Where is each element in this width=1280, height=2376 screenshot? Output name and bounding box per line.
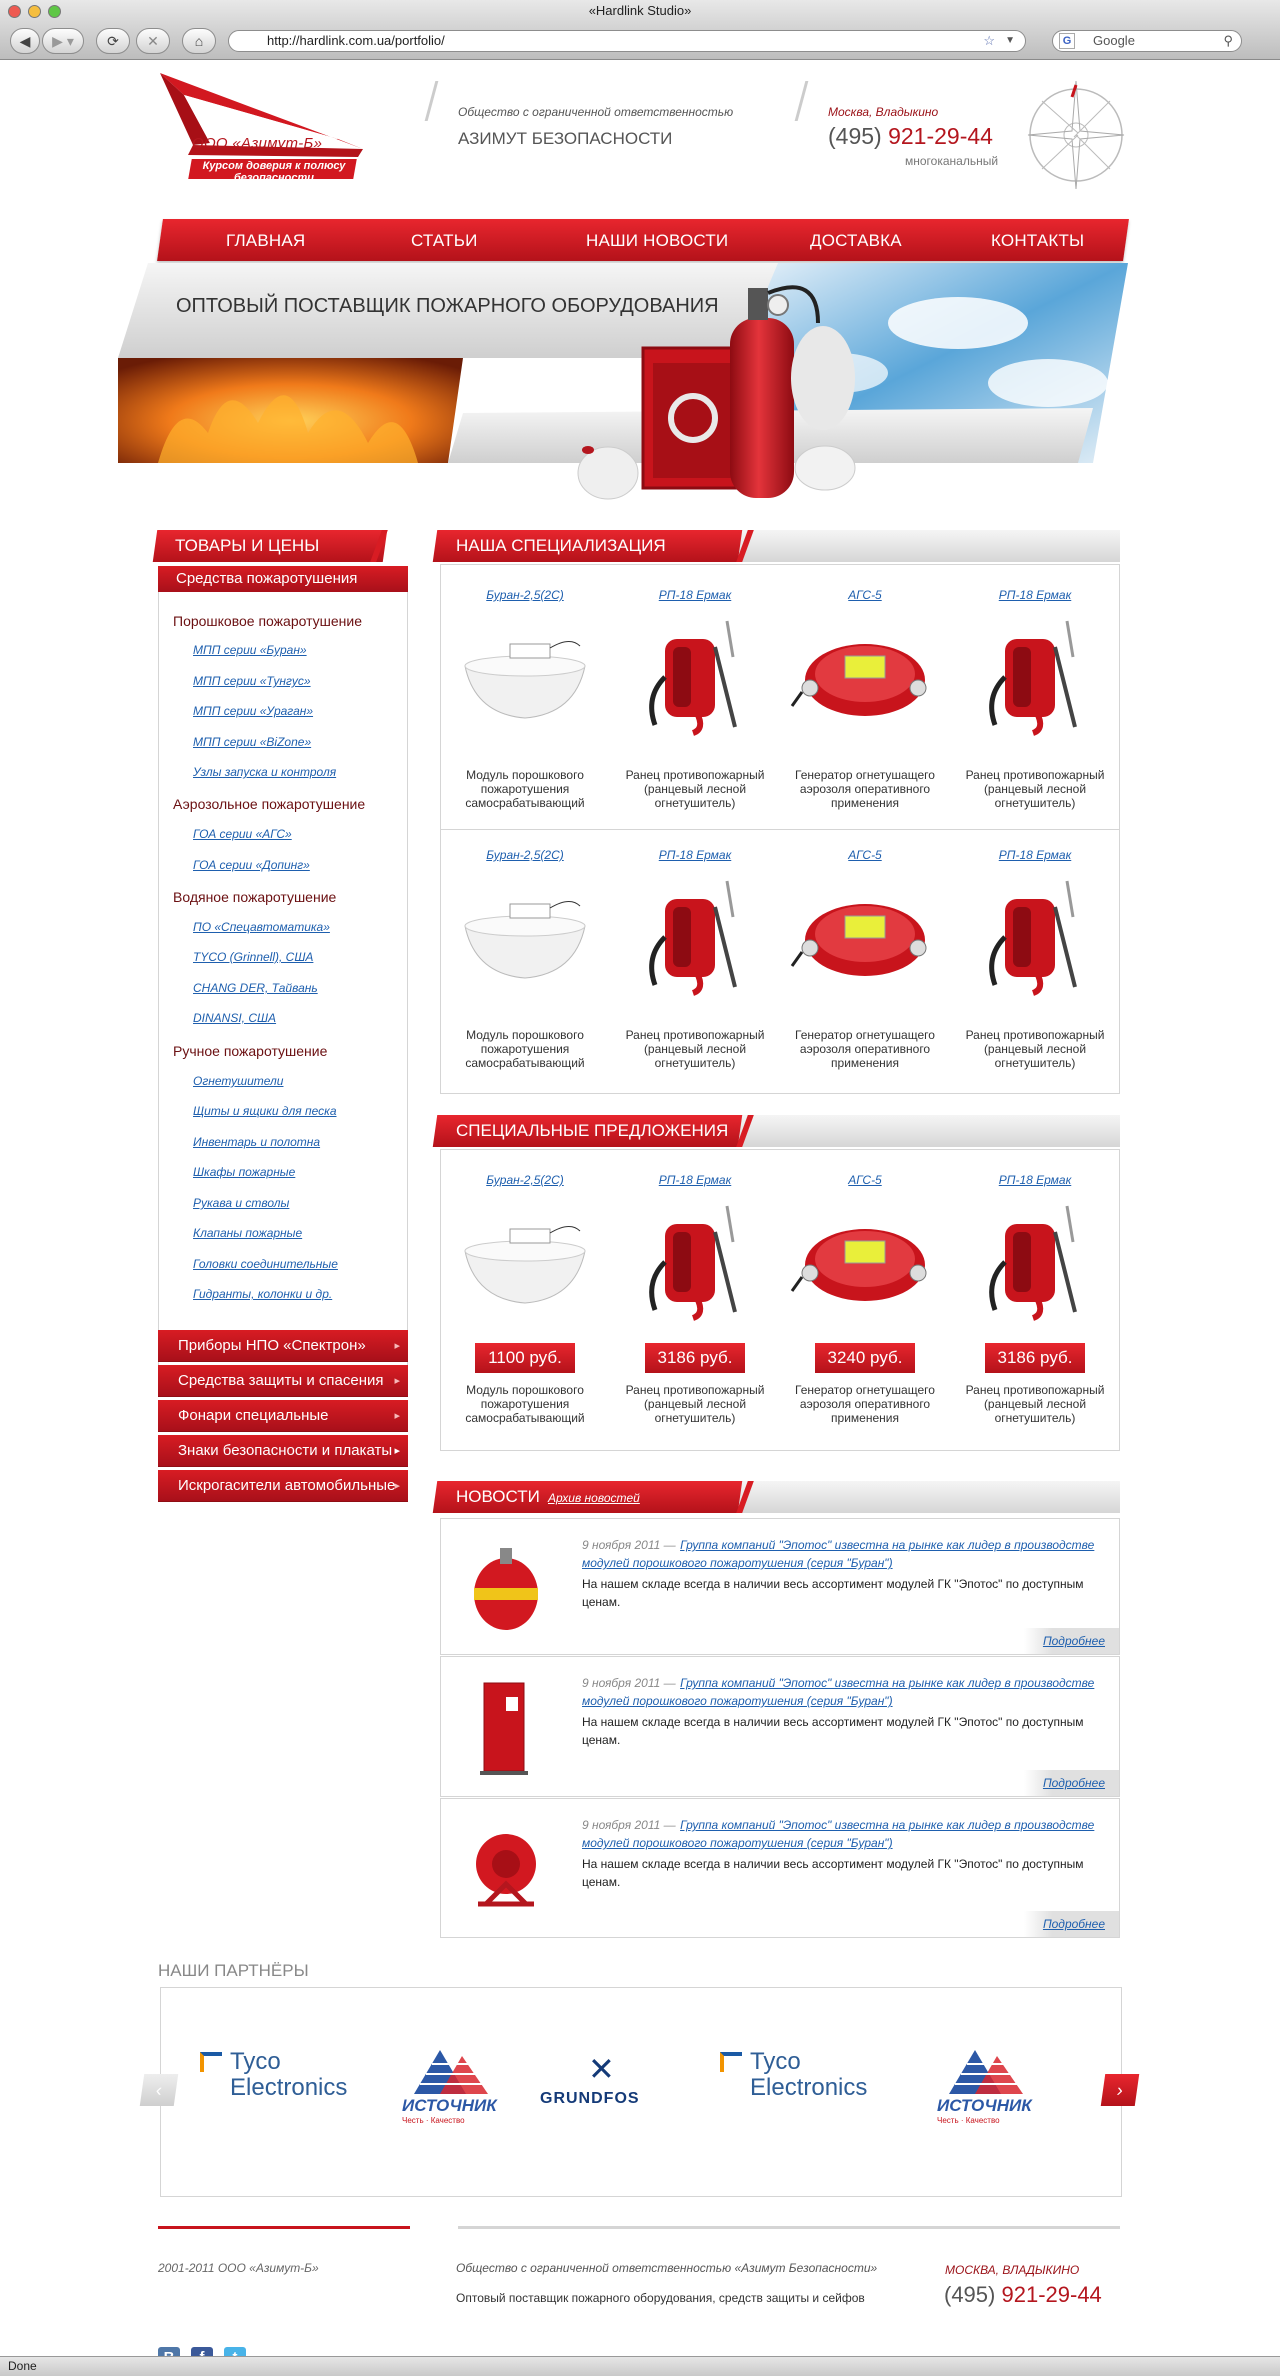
search-field[interactable] — [1052, 30, 1242, 52]
product-link[interactable]: Буран-2,5(2С) — [486, 848, 564, 862]
footer-description: Оптовый поставщик пожарного оборудования, средств защиты и сейфов — [456, 2291, 865, 2305]
nav-news[interactable]: НАШИ НОВОСТИ — [586, 231, 729, 250]
product-link[interactable]: РП-18 Ермак — [658, 1173, 732, 1187]
news-date: 9 ноября 2011 — — [582, 1538, 676, 1552]
news-item — [440, 1656, 1120, 1797]
browser-toolbar — [0, 0, 1280, 60]
compass-rose-icon — [1022, 77, 1130, 201]
news-date: 9 ноября 2011 — — [582, 1818, 676, 1832]
sidebar-group-water[interactable]: Водяное пожаротушение — [173, 889, 337, 905]
close-window-icon[interactable] — [8, 5, 21, 18]
sidebar-category-label: Приборы НПО «Спектрон» — [178, 1337, 366, 1354]
sidebar-category[interactable] — [158, 1330, 408, 1362]
phone-code: (495) — [944, 2282, 996, 2307]
sidebar-category-label: Средства защиты и спасения — [178, 1372, 384, 1389]
product-description: Ранец противопожарный (ранцевый лесной огнетушитель) — [965, 768, 1105, 810]
partner-subtitle: Electronics — [230, 2074, 348, 2101]
price-badge[interactable]: 1100 руб. — [475, 1343, 575, 1373]
banner-title: ОПТОВЫЙ ПОСТАВЩИК ПОЖАРНОГО ОБОРУДОВАНИЯ — [176, 295, 719, 317]
sidebar-link[interactable]: ПО «Спецавтоматика» — [193, 920, 330, 934]
zoom-window-icon[interactable] — [48, 5, 61, 18]
sidebar-link[interactable]: МПП серии «Тунгус» — [193, 674, 311, 688]
news-date: 9 ноября 2011 — — [582, 1676, 676, 1690]
price-badge[interactable]: 3240 руб. — [815, 1343, 915, 1373]
partner-subtitle: Честь · Качество — [402, 2116, 465, 2125]
partner-name: ИСТОЧНИК — [937, 2096, 1032, 2115]
carousel-next-button[interactable]: › — [1101, 2074, 1139, 2106]
cabinet-icon[interactable] — [461, 1677, 551, 1777]
sidebar-link[interactable]: Клапаны пожарные — [193, 1226, 303, 1240]
footer-copyright: 2001-2011 ООО «Азимут-Б» — [158, 2261, 319, 2275]
chevron-right-icon: ▸ — [394, 1480, 400, 1492]
news-more-link[interactable]: Подробнее — [1024, 1628, 1119, 1654]
sidebar-group-aerosol[interactable]: Аэрозольное пожаротушение — [173, 796, 366, 812]
partners-title: НАШИ ПАРТНЁРЫ — [158, 1961, 309, 1980]
istochnik-icon — [935, 2044, 1035, 2100]
address-bar[interactable] — [228, 30, 1026, 52]
chevron-right-icon: ▸ — [394, 1340, 400, 1352]
product-description: Ранец противопожарный (ранцевый лесной огнетушитель) — [625, 768, 765, 810]
phone-number: 921-29-44 — [1001, 2282, 1102, 2307]
sidebar-link[interactable]: МПП серии «Ураган» — [193, 704, 314, 718]
module-icon[interactable] — [440, 1197, 610, 1327]
divider — [458, 2226, 1120, 2229]
divider — [425, 81, 439, 121]
sidebar-category-label: Знаки безопасности и плакаты — [178, 1442, 393, 1459]
chevron-right-icon: ▸ — [394, 1375, 400, 1387]
product-link[interactable]: РП-18 Ермак — [998, 588, 1072, 602]
product-link[interactable]: РП-18 Ермак — [998, 1173, 1072, 1187]
product-link[interactable]: РП-18 Ермак — [998, 848, 1072, 862]
forward-button[interactable]: ▶ ▾ — [42, 28, 84, 54]
nav-contacts[interactable]: КОНТАКТЫ — [991, 231, 1085, 250]
web-page — [0, 61, 1280, 2356]
sidebar-category[interactable] — [158, 1435, 408, 1467]
minimize-window-icon[interactable] — [28, 5, 41, 18]
sidebar-link[interactable]: CHANG DER, Тайвань — [193, 981, 318, 995]
google-icon: G — [1059, 33, 1075, 49]
product-link[interactable]: АГС-5 — [848, 1173, 882, 1187]
phone-number: 921-29-44 — [888, 123, 993, 149]
news-more-link[interactable]: Подробнее — [1024, 1911, 1119, 1937]
product-description: Ранец противопожарный (ранцевый лесной огнетушитель) — [965, 1383, 1105, 1425]
stop-button[interactable]: ✕ — [136, 28, 170, 54]
sidebar-link[interactable]: МПП серии «BiZone» — [193, 735, 312, 749]
sidebar-link[interactable]: TYCO (Grinnell), США — [193, 950, 314, 964]
home-button[interactable]: ⌂ — [182, 28, 216, 54]
product-description: Ранец противопожарный (ранцевый лесной огнетушитель) — [625, 1028, 765, 1070]
news-item — [440, 1798, 1120, 1938]
sidebar-link[interactable]: Головки соединительные — [193, 1257, 338, 1271]
history-dropdown-icon[interactable]: ▼ — [1005, 35, 1015, 46]
extinguisher-ball-icon[interactable] — [461, 1539, 551, 1639]
news-body: На нашем складе всегда в наличии весь ассортимент модулей ГК "Эпотос" по доступным ценам. — [582, 1577, 1084, 1609]
sidebar-active-category[interactable]: Средства пожаротушения — [158, 566, 408, 592]
sidebar-link[interactable]: DINANSI, США — [193, 1011, 277, 1025]
nav-home[interactable]: ГЛАВНАЯ — [226, 231, 306, 250]
module-icon[interactable] — [440, 612, 610, 742]
bookmark-star-icon[interactable]: ☆ — [983, 33, 995, 48]
sidebar-link[interactable]: Шкафы пожарные — [193, 1165, 296, 1179]
sidebar-category-label: Фонари специальные — [178, 1407, 329, 1424]
news-body: На нашем складе всегда в наличии весь ассортимент модулей ГК "Эпотос" по доступным ценам. — [582, 1715, 1084, 1747]
url-text: http://hardlink.com.ua/portfolio/ — [267, 33, 445, 48]
nav-articles[interactable]: СТАТЬИ — [411, 231, 478, 250]
partner-name: Tyco — [230, 2048, 281, 2075]
news-item — [440, 1518, 1120, 1655]
footer-city: МОСКВА, ВЛАДЫКИНО — [945, 2263, 1080, 2277]
hero-banner — [118, 263, 1128, 513]
divider — [441, 829, 1119, 830]
news-body: На нашем складе всегда в наличии весь ассортимент модулей ГК "Эпотос" по доступным ценам. — [582, 1857, 1084, 1889]
header-city: Москва, Владыкино — [828, 105, 939, 119]
product-description: Генератор огнетушащего аэрозоля оперативного применения — [795, 768, 935, 810]
news-archive-link[interactable]: Архив новостей — [548, 1491, 640, 1505]
sidebar-link[interactable]: МПП серии «Буран» — [193, 643, 307, 657]
backpack-icon[interactable] — [610, 1197, 780, 1327]
hanging-module-icon[interactable] — [461, 1819, 551, 1919]
generator-icon[interactable] — [780, 1197, 950, 1327]
product-link[interactable]: АГС-5 — [848, 848, 882, 862]
partner-subtitle: Честь · Качество — [937, 2116, 1000, 2125]
sidebar-category[interactable] — [158, 1365, 408, 1397]
news-headline[interactable]: Группа компаний "Эпотос" известна на рынке как лидер в производстве модулей порошкового пожаротушения (серия "Буран") — [582, 1818, 1095, 1850]
phone-code: (495) — [828, 123, 882, 149]
sidebar-group-powder[interactable]: Порошковое пожаротушение — [173, 613, 363, 629]
generator-icon[interactable] — [780, 872, 950, 1002]
product-link[interactable]: Буран-2,5(2С) — [486, 588, 564, 602]
carousel-prev-button[interactable]: ‹ — [140, 2074, 178, 2106]
logo-slogan: Курсом доверия к полюсу безопасности — [202, 160, 346, 184]
sidebar-title: ТОВАРЫ И ЦЕНЫ — [175, 536, 320, 555]
product-link[interactable]: АГС-5 — [848, 588, 882, 602]
divider — [158, 2226, 410, 2229]
specialization-title: НАША СПЕЦИАЛИЗАЦИЯ — [456, 536, 666, 555]
logo-company-name: ООО «Азимут-Б» — [192, 135, 323, 152]
sidebar-link[interactable]: Инвентарь и полотна — [193, 1135, 321, 1149]
back-button[interactable]: ◀ — [10, 28, 40, 54]
sidebar-group-manual[interactable]: Ручное пожаротушение — [173, 1043, 328, 1059]
sidebar-category-label: Искрогасители автомобильные — [178, 1477, 396, 1494]
offers-title: СПЕЦИАЛЬНЫЕ ПРЕДЛОЖЕНИЯ — [456, 1121, 729, 1140]
grundfos-icon: ✕ — [588, 2051, 615, 2087]
nav-delivery[interactable]: ДОСТАВКА — [810, 231, 902, 250]
sidebar-category[interactable] — [158, 1470, 408, 1502]
org-type: Общество с ограниченной ответственностью — [458, 105, 734, 119]
partner-name: ИСТОЧНИК — [402, 2096, 497, 2115]
chevron-right-icon: ▸ — [394, 1410, 400, 1422]
header-phone[interactable] — [828, 123, 993, 150]
news-headline[interactable]: Группа компаний "Эпотос" известна на рынке как лидер в производстве модулей порошкового пожаротушения (серия "Буран") — [582, 1538, 1095, 1570]
news-headline[interactable]: Группа компаний "Эпотос" известна на рынке как лидер в производстве модулей порошкового пожаротушения (серия "Буран") — [582, 1676, 1095, 1708]
partner-name: Tyco — [750, 2048, 801, 2075]
product-description: Модуль порошкового пожаротушения самосрабатывающий — [465, 1383, 585, 1425]
sidebar-link[interactable]: Рукава и стволы — [193, 1196, 290, 1210]
chevron-right-icon: ▸ — [394, 1445, 400, 1457]
status-bar: Done — [0, 2356, 1280, 2376]
news-more-link[interactable]: Подробнее — [1024, 1770, 1119, 1796]
price-badge[interactable]: 3186 руб. — [645, 1343, 745, 1373]
sidebar-link[interactable]: ГОА серии «АГС» — [193, 827, 292, 841]
backpack-icon[interactable] — [950, 612, 1120, 742]
product-description: Генератор огнетушащего аэрозоля оперативного применения — [795, 1028, 935, 1070]
site-logo[interactable] — [158, 71, 368, 196]
search-icon[interactable]: ⚲ — [1223, 33, 1233, 48]
tyco-icon — [200, 2052, 222, 2072]
search-placeholder: Google — [1093, 33, 1135, 48]
sidebar-link[interactable]: Огнетушители — [193, 1074, 284, 1088]
backpack-icon[interactable] — [610, 612, 780, 742]
product-link[interactable]: РП-18 Ермак — [658, 848, 732, 862]
reload-button[interactable]: ⟳ — [96, 28, 130, 54]
product-description: Ранец противопожарный (ранцевый лесной огнетушитель) — [625, 1383, 765, 1425]
partner-name: GRUNDFOS — [540, 2090, 640, 2107]
footer-org: Общество с ограниченной ответственностью «Азимут Безопасности» — [456, 2261, 878, 2275]
tyco-icon — [720, 2052, 742, 2072]
footer-phone[interactable] — [944, 2282, 1102, 2308]
backpack-icon[interactable] — [610, 872, 780, 1002]
org-name: АЗИМУТ БЕЗОПАСНОСТИ — [458, 129, 673, 148]
product-description: Модуль порошкового пожаротушения самосрабатывающий — [465, 768, 585, 810]
divider — [795, 81, 809, 121]
sidebar-link[interactable]: Узлы запуска и контроля — [193, 765, 337, 779]
sidebar-link[interactable]: Щиты и ящики для песка — [193, 1104, 337, 1118]
product-link[interactable]: РП-18 Ермак — [658, 588, 732, 602]
product-description: Генератор огнетушащего аэрозоля оперативного применения — [795, 1383, 935, 1425]
product-link[interactable]: Буран-2,5(2С) — [486, 1173, 564, 1187]
window-title: «Hardlink Studio» — [588, 3, 692, 18]
sidebar-link[interactable]: ГОА серии «Допинг» — [193, 858, 310, 872]
sidebar-link[interactable]: Гидранты, колонки и др. — [193, 1287, 333, 1301]
module-icon[interactable] — [440, 872, 610, 1002]
product-description: Модуль порошкового пожаротушения самосрабатывающий — [465, 1028, 585, 1070]
price-badge[interactable]: 3186 руб. — [985, 1343, 1085, 1373]
news-title: НОВОСТИ — [456, 1487, 540, 1506]
partner-subtitle: Electronics — [750, 2074, 868, 2101]
istochnik-icon — [400, 2044, 500, 2100]
phone-note: многоканальный — [905, 154, 999, 168]
generator-icon[interactable] — [780, 612, 950, 742]
backpack-icon[interactable] — [950, 1197, 1120, 1327]
backpack-icon[interactable] — [950, 872, 1120, 1002]
product-description: Ранец противопожарный (ранцевый лесной огнетушитель) — [965, 1028, 1105, 1070]
sidebar-category[interactable] — [158, 1400, 408, 1432]
